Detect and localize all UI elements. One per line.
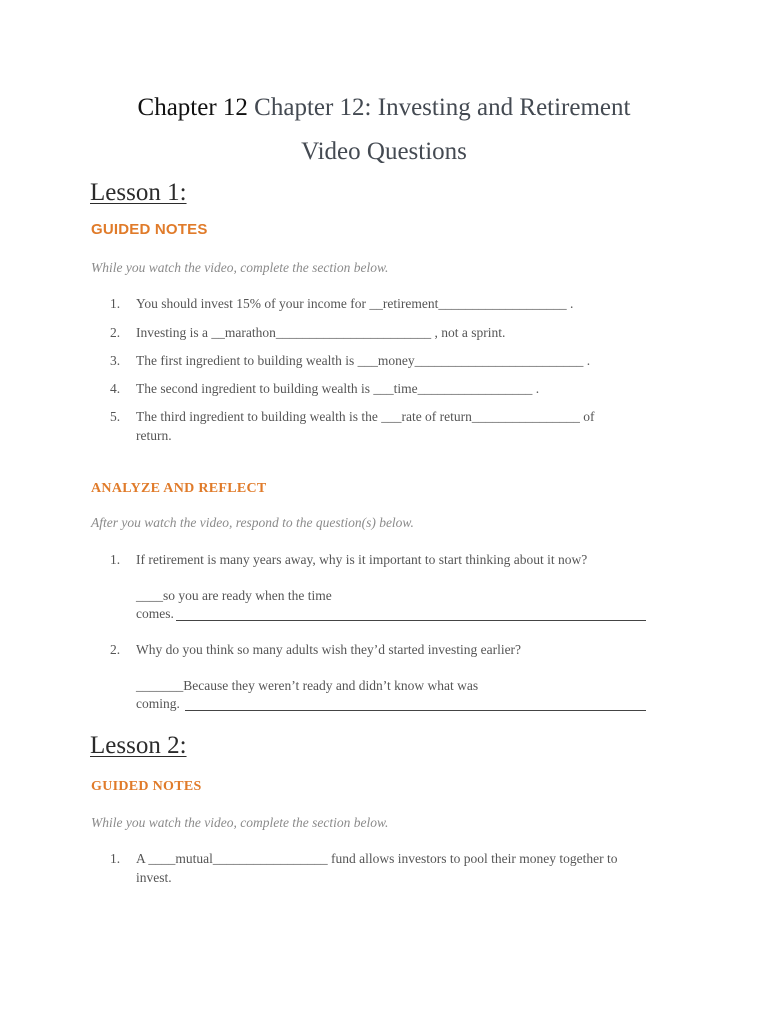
- answer-underline: [185, 710, 646, 711]
- item-number: 1.: [110, 552, 121, 567]
- lesson-2-heading: Lesson 2:: [90, 732, 187, 759]
- item-number: 1.: [110, 296, 121, 311]
- item-number: 2.: [110, 642, 121, 657]
- lesson-1-heading: Lesson 1:: [90, 179, 187, 206]
- item-text: You should invest 15% of your income for __retirement___________________ .: [136, 296, 574, 311]
- analyze-reflect-heading: ANALYZE AND REFLECT: [91, 481, 267, 496]
- item-text: The first ingredient to building wealth is ___money_________________________ .: [136, 353, 591, 368]
- item-number: 1.: [110, 851, 121, 866]
- page-title: [0, 93, 768, 123]
- answer-text: ____so you are ready when the time: [136, 588, 332, 603]
- question-text: Why do you think so many adults wish they’d started investing earlier?: [136, 642, 522, 657]
- lesson-1-guided-notes-instruction: While you watch the video, complete the section below.: [91, 260, 389, 275]
- item-text: A ____mutual_________________ fund allows investors to pool their money together to: [136, 851, 618, 866]
- answer-text-continued: comes.: [136, 606, 174, 621]
- question-text: If retirement is many years away, why is it important to start thinking about it now?: [136, 552, 588, 567]
- answer-underline: [176, 620, 646, 621]
- answer-text-continued: coming.: [136, 696, 180, 711]
- answer-line: [136, 605, 646, 623]
- analyze-reflect-instruction: After you watch the video, respond to the question(s) below.: [91, 515, 414, 530]
- title-main: Chapter 12: Investing and Retirement: [254, 94, 631, 121]
- item-text: Investing is a __marathon_______________________ , not a sprint.: [136, 325, 506, 340]
- item-number: 4.: [110, 381, 121, 396]
- item-number: 2.: [110, 325, 121, 340]
- item-text-continued: invest.: [136, 870, 172, 885]
- lesson-2-guided-notes-instruction: While you watch the video, complete the section below.: [91, 815, 389, 830]
- item-text: The third ingredient to building wealth is the ___rate of return________________ of: [136, 409, 595, 424]
- item-text-continued: return.: [136, 428, 172, 443]
- item-number: 3.: [110, 353, 121, 368]
- item-text: The second ingredient to building wealth is ___time_________________ .: [136, 381, 540, 396]
- lesson-1-guided-notes-heading: GUIDED NOTES: [91, 221, 208, 238]
- page-subtitle: Video Questions: [301, 138, 467, 165]
- answer-line: [136, 695, 646, 713]
- title-lead: Chapter 12: [137, 94, 248, 121]
- answer-text: _______Because they weren’t ready and didn’t know what was: [136, 678, 479, 693]
- lesson-2-guided-notes-heading: GUIDED NOTES: [91, 779, 202, 794]
- item-number: 5.: [110, 409, 121, 424]
